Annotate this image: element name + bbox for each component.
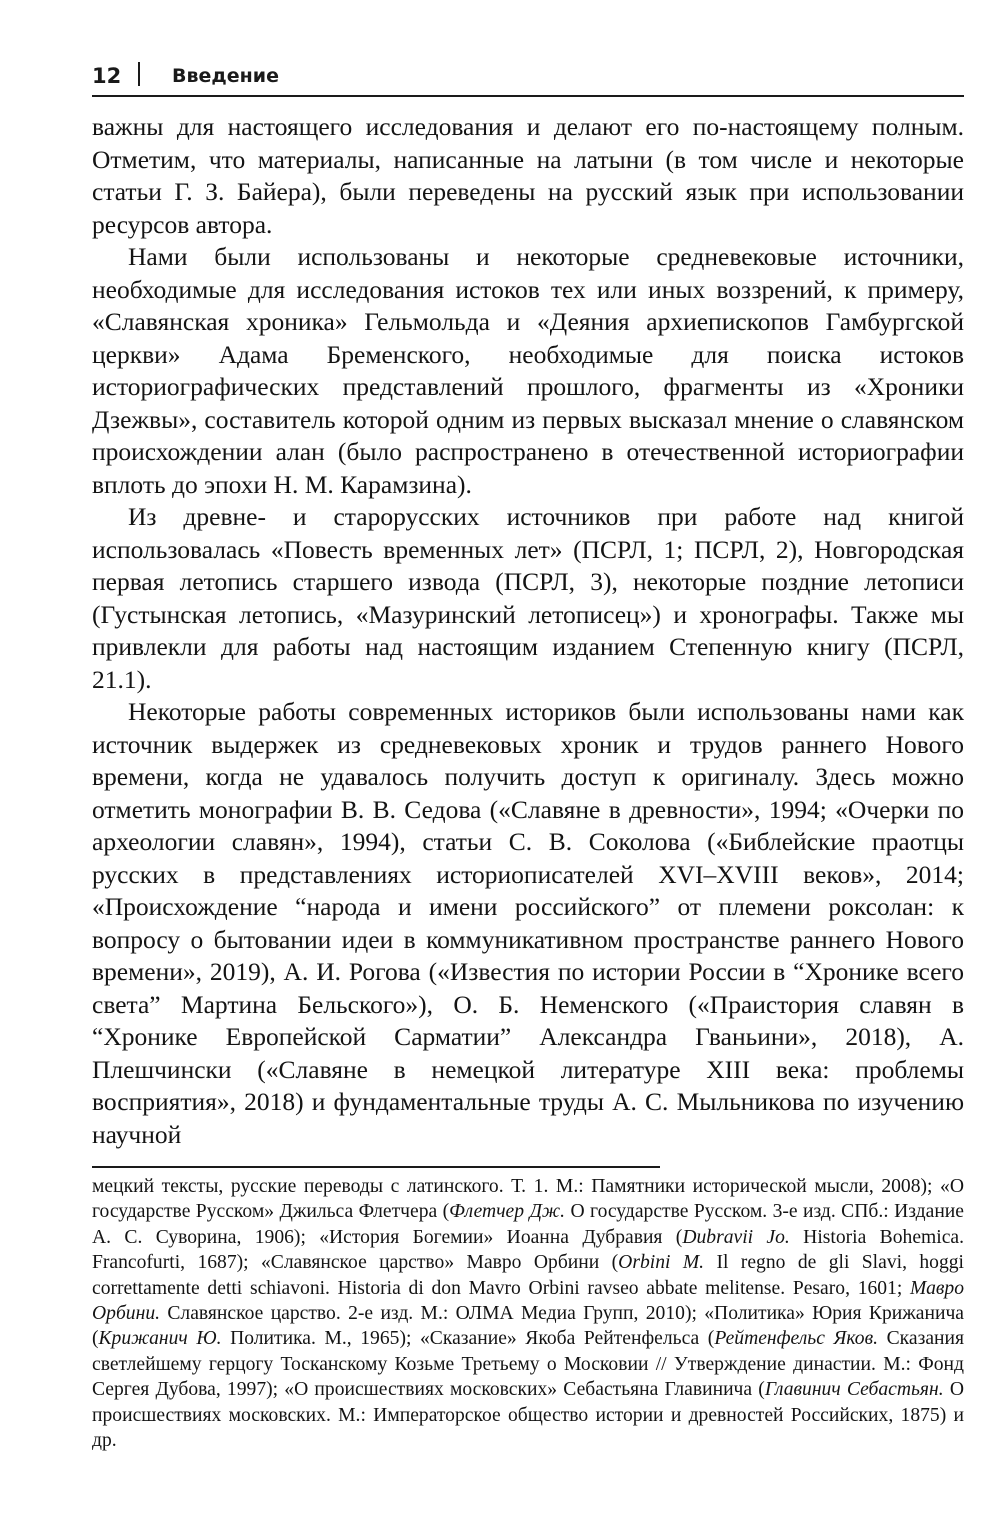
footnote-author-italic: Мавро Орбини.	[92, 1277, 964, 1325]
footnote-author-italic: Флетчер Дж.	[449, 1201, 566, 1223]
footnote-text-run: Сказания светлейшему герцогу Тосканскому Козьме Третьему о Московии // Утверждение династии. М.: Фонд Сергея Дубова, 1997); «О происшествиях московских» Себастьяна Главинича (	[92, 1328, 965, 1401]
book-page	[92, 0, 964, 1539]
paragraph-continued: важны для настоящего исследования и делают его по-настоящему полным. Отметим, что материалы, написанные на латыни (в том числе и некоторые статьи Г. З. Байера), были переведены на русский язык при использовании ресурсов автора.	[92, 112, 964, 239]
footnote-text-run: О государстве Русском. 3-е изд. СПб.: Издание А. С. Суворина, 1906); «История Богемии» Иоанна Дубравия (	[92, 1201, 964, 1248]
footnote-text-run: Славянское царство. 2-е изд. М.: ОЛМА Медиа Групп, 2010); «Политика» Юрия Крижанича (	[92, 1303, 964, 1350]
footnote-author-italic: Orbini M.	[618, 1252, 705, 1274]
header-rule	[92, 95, 964, 97]
footnote-text-run: О происшествиях московских. М.: Императорское общество истории и древностей Российских, 1875) и др.	[92, 1379, 964, 1452]
footnote-author-italic: Dubravii Jo.	[682, 1226, 790, 1248]
page-number: 12	[92, 64, 122, 88]
footnote-text	[92, 1174, 964, 1453]
footnote-author-italic: Рейтенфельс Яков.	[714, 1328, 879, 1350]
paragraph: Из древне- и старорусских источников при работе над книгой использовалась «Повесть временных лет» (ПСРЛ, 1; ПСРЛ, 2), Новгородская первая летопись старшего извода (ПСРЛ, 3), некоторые поздние летописи (Густынская летопись, «Мазуринский летописец») и хронографы. Также мы привлекли для работы над настоящим изданием Степенную книгу (ПСРЛ, 21.1).	[92, 502, 964, 694]
footnote-text-run: Il regno de gli Slavi, hoggi correttamente detti schiavoni. Historia di don Mavro Orbini ravseo abbate melitense. Pesaro, 1601;	[92, 1252, 964, 1299]
footnote	[92, 1174, 964, 1453]
footnote-author-italic: Крижанич Ю.	[98, 1328, 222, 1350]
section-title: Введение	[172, 65, 279, 87]
footnote-rule	[92, 1166, 660, 1168]
main-text	[92, 111, 964, 1151]
footnote-text-run: мецкий тексты, русские переводы с латинского. Т. 1. М.: Памятники исторической мысли, 2008); «О государстве Русском» Джильса Флетчера (	[92, 1176, 964, 1223]
footnote-text-run: Политика. М., 1965); «Сказание» Якоба Рейтенфельса (	[221, 1328, 715, 1350]
footnote-author-italic: Главинич Себастьян.	[764, 1379, 944, 1401]
paragraph: Некоторые работы современных историков были использованы нами как источник выдержек из средневековых хроник и трудов раннего Нового времени, когда не удавалось получить доступ к оригиналу. Здесь можно отметить монографии В. В. Седова («Славяне в древности», 1994; «Очерки по археологии славян», 1994), статьи С. В. Соколова («Библейские праотцы русских в представлениях историописателей XVI–XVIII веков», 2014; «Происхождение “народа и имени российского” от племени роксолан: к вопросу о бытовании идеи в коммуникативном пространстве раннего Нового времени», 2019), А. И. Рогова («Известия по истории России в “Хронике всего света” Мартина Бельского»), О. Б. Неменского («Праистория славян в “Хронике Европейской Сарматии” Александра Гваньини», 2018), А. Плешчински («Славяне в немецкой литературе XIII века: проблемы восприятия», 2018) и фундаментальные труды А. С. Мыльникова по изучению научной	[92, 697, 964, 1149]
running-head	[92, 60, 964, 94]
footnote-text-run: Historia Bohemica. Francofurti, 1687); «Славянское царство» Мавро Орбини (	[92, 1226, 964, 1274]
paragraph: Нами были использованы и некоторые средневековые источники, необходимые для исследования истоков тех или иных воззрений, к примеру, «Славянская хроника» Гельмольда и «Деяния архиепископов Гамбургской церкви» Адама Бременского, необходимые для поиска истоков историографических представлений прошлого, фрагменты из «Хроники Дзежвы», составитель которой одним из первых высказал мнение о славянском происхождении алан (было распространено в отечественной историографии вплоть до эпохи Н. М. Карамзина).	[92, 242, 964, 499]
running-head-divider	[138, 62, 140, 86]
